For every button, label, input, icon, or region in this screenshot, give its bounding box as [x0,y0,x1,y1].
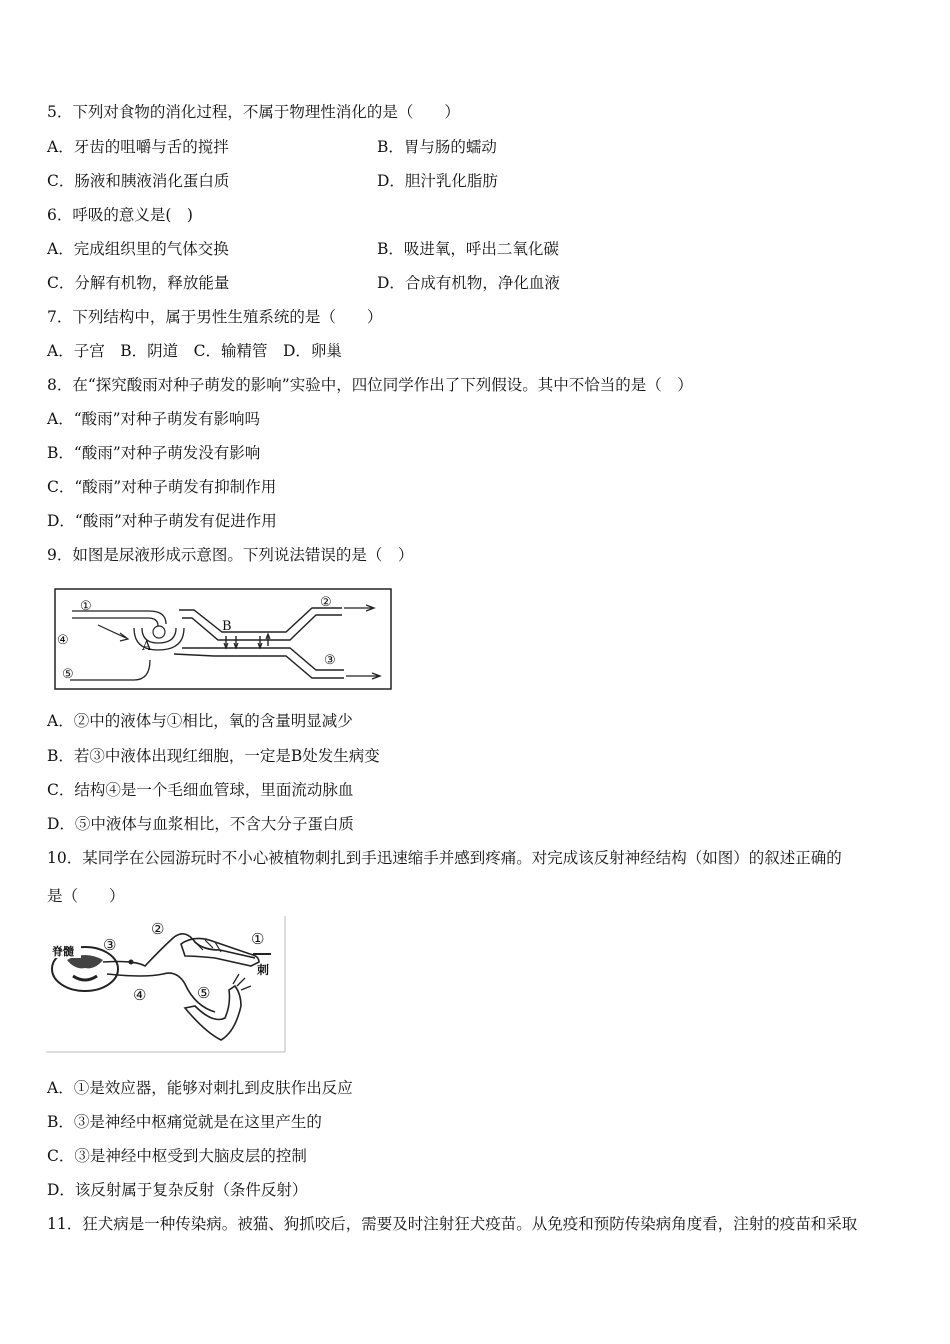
label-5: ⑤ [62,667,74,682]
q8-option-b: B．“酸雨”对种子萌发没有影响 [47,444,261,462]
q5-option-d: D．胆汁乳化脂肪 [377,172,498,190]
q5-option-a: A．牙齿的咀嚼与舌的搅拌 [47,138,229,156]
q8-stem: 8．在“探究酸雨对种子萌发的影响”实验中，四位同学作出了下列假设。其中不恰当的是（ ） [47,376,693,394]
q5-stem: 5．下列对食物的消化过程，不属于物理性消化的是（ ） [47,103,460,121]
label-2: ② [151,920,165,938]
q7-stem: 7．下列结构中，属于男性生殖系统的是（ ） [47,308,383,326]
q7-options: A．子宫 B．阴道 C．输精管 D．卵巢 [47,342,342,360]
q6-option-b: B．吸进氧，呼出二氧化碳 [377,240,559,258]
label-5: ⑤ [197,984,211,1002]
arrow-out-upper [344,605,374,611]
q6-stem: 6．呼吸的意义是( ) [47,206,193,224]
figure-frame [55,589,391,689]
label-b: B [222,619,232,634]
arrow-in [98,625,128,641]
q6-option-c: C．分解有机物，释放能量 [47,274,230,292]
q10-option-c: C．③是神经中枢受到大脑皮层的控制 [47,1147,307,1165]
q9-option-c: C．结构④是一个毛细血管球，里面流动脉血 [47,781,354,799]
label-1: ① [80,599,92,614]
q9-option-b: B．若③中液体出现红细胞，一定是B处发生病变 [47,747,380,765]
label-spinal: 脊髓 [52,945,74,958]
label-4: ④ [133,986,147,1004]
label-a: A [142,639,152,654]
label-2: ② [320,595,332,610]
q10-option-b: B．③是神经中枢痛觉就是在这里产生的 [47,1113,322,1131]
nephron-diagram [54,588,392,690]
q11-stem: 11．狂犬病是一种传染病。被猫、狗抓咬后，需要及时注射狂犬疫苗。从免疫和预防传染病角度看，注射的疫苗和采取 [47,1215,858,1233]
q9-option-a: A．②中的液体与①相比，氧的含量明显减少 [47,712,353,730]
q10-stem-line1: 10．某同学在公园游玩时不小心被植物刺扎到手迅速缩手并感到疼痛。对完成该反射神经结构（如图）的叙述正确的 [47,849,842,867]
renal-vein [70,660,150,680]
reflex-arc-diagram [45,914,287,1054]
q8-option-a: A．“酸雨”对种子萌发有影响吗 [47,410,261,428]
q10-stem-line2: 是（ ） [47,887,125,905]
q8-option-c: C．“酸雨”对种子萌发有抑制作用 [47,478,277,496]
glomerulus [153,626,165,638]
upper-arm [181,938,259,966]
label-3: ③ [324,653,336,668]
q9-option-d: D．⑤中液体与血浆相比，不含大分子蛋白质 [47,815,354,833]
q10-option-a: A．①是效应器，能够对刺扎到皮肤作出反应 [47,1079,353,1097]
q6-option-d: D．合成有机物，净化血液 [377,274,560,292]
q5-option-c: C．肠液和胰液消化蛋白质 [47,172,230,190]
label-thorn: 刺 [257,963,270,977]
q10-option-d: D．该反射属于复杂反射（条件反射） [47,1181,308,1199]
q8-option-d: D．“酸雨”对种子萌发有促进作用 [47,512,277,530]
q9-stem: 9．如图是尿液形成示意图。下列说法错误的是（ ） [47,546,414,564]
label-1: ① [251,930,265,948]
q5-option-b: B．胃与肠的蠕动 [377,138,497,156]
arrow-out-lower [346,673,380,679]
q6-option-a: A．完成组织里的气体交换 [47,240,229,258]
lower-arm [185,986,241,1040]
label-4: ④ [57,633,69,648]
label-3: ③ [103,936,117,954]
tubule-lower [182,648,344,670]
